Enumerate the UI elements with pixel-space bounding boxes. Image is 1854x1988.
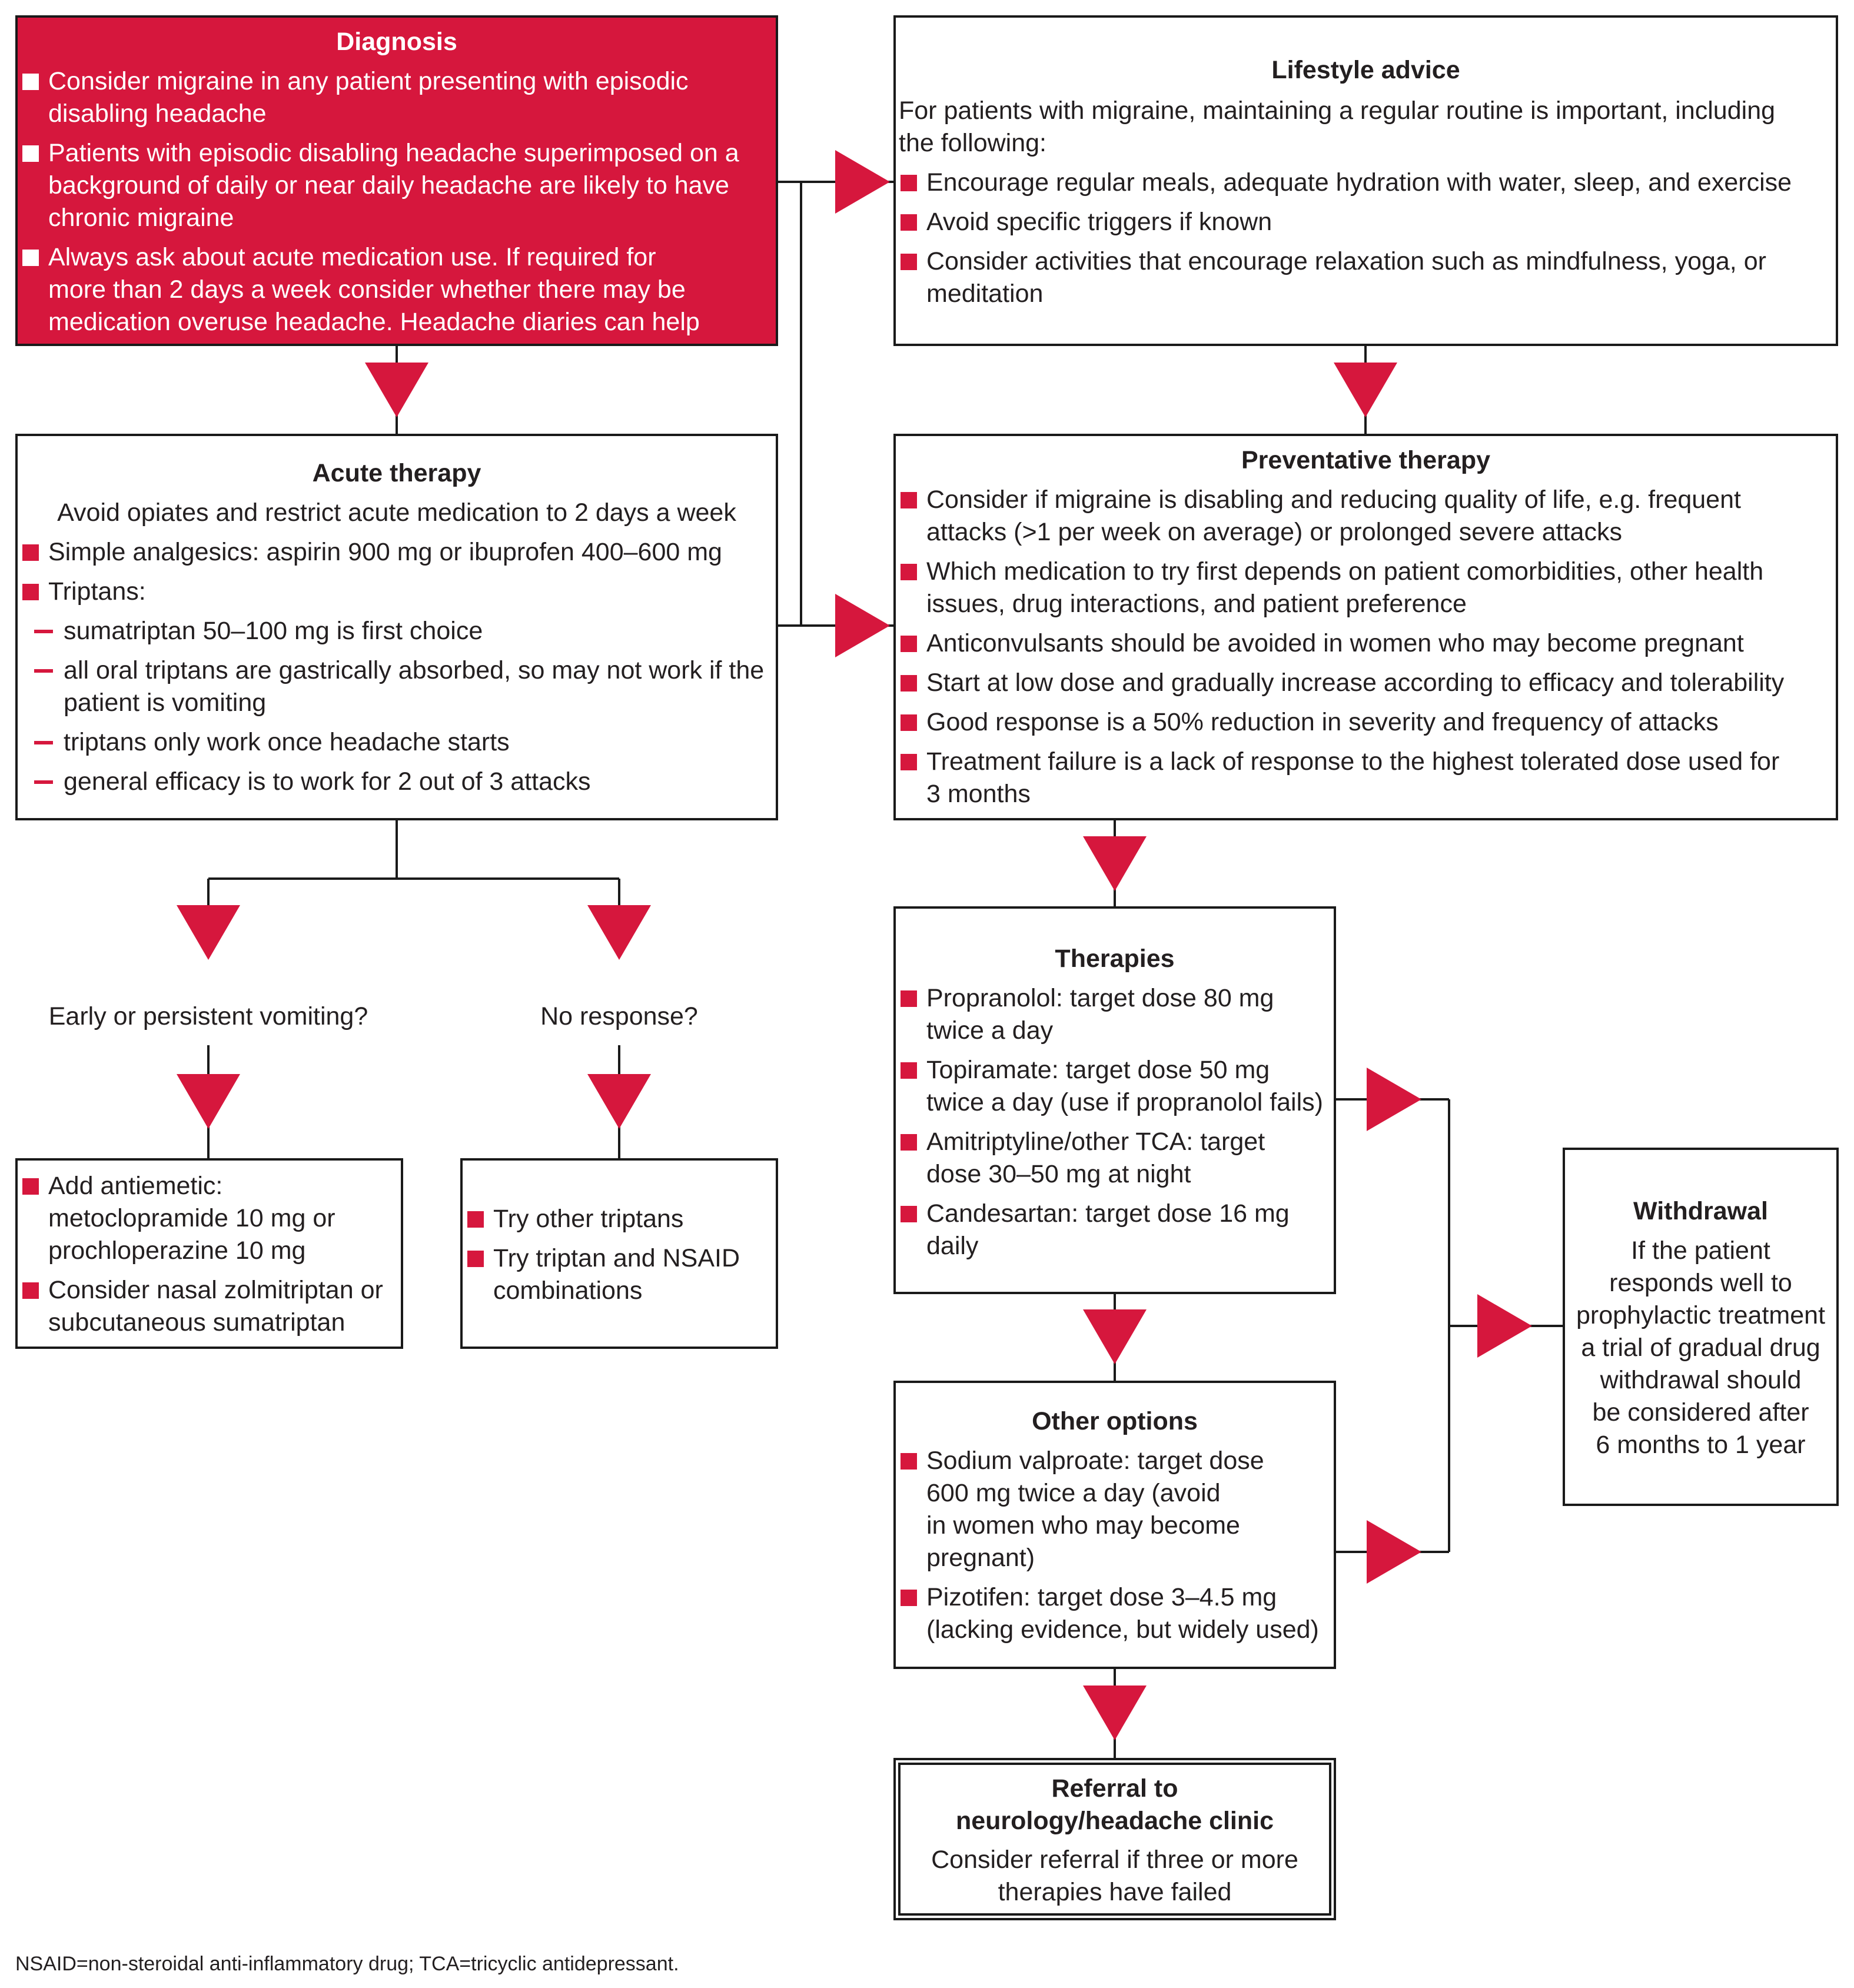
list-item (896, 706, 1836, 739)
list-item-text: Try other triptans (493, 1205, 684, 1233)
bullet-icon (22, 74, 39, 90)
antiemetic-list (18, 1170, 401, 1339)
arrow-down-icon (177, 905, 240, 960)
list-item-text: Avoid specific triggers if known (926, 208, 1272, 236)
sub-list-item (18, 615, 776, 647)
list-item (896, 206, 1836, 238)
list-item-text: Start at low dose and gradually increase according to efficacy and tolerability (926, 669, 1785, 697)
list-item-text: Consider if migraine is disabling and reducing quality of life, e.g. frequent attacks (>1 per week on average) or prolonged severe attacks (926, 486, 1741, 546)
other-triptans-list (463, 1203, 776, 1307)
antiemetic-box (15, 1158, 403, 1349)
list-item-text: Consider activities that encourage relaxation such as mindfulness, yoga, or meditation (926, 247, 1766, 308)
bullet-icon (467, 1251, 484, 1267)
list-item (18, 1274, 401, 1339)
sub-list-item-text: general efficacy is to work for 2 out of 3 attacks (64, 767, 591, 796)
bullet-icon (901, 492, 917, 508)
other-options-title: Other options (1032, 1407, 1198, 1435)
list-item (896, 746, 1836, 810)
list-item (463, 1203, 776, 1235)
list-item (18, 65, 771, 130)
bullet-icon (22, 1282, 39, 1299)
acute-therapy-title: Acute therapy (312, 459, 481, 487)
list-item (896, 1126, 1334, 1191)
arrow-down-icon (1083, 836, 1147, 891)
footnote: NSAID=non-steroidal anti-inflammatory drug; TCA=tricyclic antidepressant. (15, 1953, 679, 1975)
list-item (18, 241, 771, 338)
list-item-text: Pizotifen: target dose 3–4.5 mg (lacking evidence, but widely used) (926, 1583, 1319, 1644)
diagnosis-box (15, 15, 778, 346)
arrow-down-icon (365, 363, 428, 417)
list-item-text: Which medication to try first depends on patient comorbidities, other health issues, drug interactions, and patient preference (926, 557, 1764, 618)
list-item (896, 1054, 1334, 1119)
arrow-right-icon (835, 150, 890, 214)
other-triptans-box (460, 1158, 778, 1349)
arrow-down-icon (1334, 363, 1397, 417)
bullet-icon (901, 675, 917, 692)
bullet-icon (901, 1062, 917, 1079)
preventative-therapy-box (893, 434, 1838, 820)
bullet-icon (901, 1590, 917, 1606)
no-response-question: No response? (540, 1002, 698, 1030)
list-item-text: Patients with episodic disabling headache superimposed on a background of daily or near daily headache are likely to have chronic migraine (48, 139, 739, 232)
acute-therapy-box (15, 434, 778, 820)
list-item (896, 484, 1836, 548)
diagnosis-list (18, 65, 776, 338)
list-item (18, 536, 776, 569)
list-item-text: Consider migraine in any patient presenting with episodic disabling headache (48, 67, 689, 128)
other-options-list (896, 1445, 1334, 1646)
preventative-therapy-list (896, 484, 1836, 810)
lifestyle-advice-list (896, 167, 1836, 310)
arrow-right-icon (835, 594, 890, 657)
sub-list-item (18, 654, 776, 719)
withdrawal-title: Withdrawal (1633, 1197, 1768, 1225)
arrow-down-icon (587, 905, 651, 960)
sub-list-item-text: sumatriptan 50–100 mg is first choice (64, 617, 483, 645)
dash-bullet-icon (34, 669, 53, 673)
sub-list-item (18, 766, 776, 798)
bullet-icon (901, 1134, 917, 1151)
list-item-text: Simple analgesics: aspirin 900 mg or ibuprofen 400–600 mg (48, 538, 722, 566)
list-item-text: Sodium valproate: target dose 600 mg twice a day (avoid in women who may become pregnant) (926, 1447, 1264, 1572)
list-item (896, 1581, 1334, 1646)
therapies-title: Therapies (1055, 945, 1175, 973)
arrow-down-icon (1083, 1686, 1147, 1740)
withdrawal-box (1563, 1148, 1839, 1506)
bullet-icon (901, 990, 917, 1007)
vomiting-question: Early or persistent vomiting? (48, 1002, 368, 1030)
lifestyle-advice-title: Lifestyle advice (1271, 56, 1460, 84)
bullet-icon (901, 1453, 917, 1470)
bullet-icon (22, 145, 39, 162)
referral-title: Referral to neurology/headache clinic (955, 1774, 1274, 1835)
bullet-icon (22, 250, 39, 266)
therapies-list (896, 982, 1334, 1262)
list-item-text: Triptans: (48, 577, 146, 606)
arrow-down-icon (587, 1074, 651, 1129)
therapies-box (893, 906, 1336, 1294)
other-options-box (893, 1381, 1336, 1669)
sub-list-item-text: triptans only work once headache starts (64, 728, 510, 756)
list-item-text: Add antiemetic: metoclopramide 10 mg or prochloperazine 10 mg (48, 1172, 335, 1265)
dash-bullet-icon (34, 741, 53, 744)
bullet-icon (22, 584, 39, 600)
list-item-text: Treatment failure is a lack of response to the highest tolerated dose used for 3 months (926, 747, 1780, 808)
bullet-icon (901, 714, 917, 731)
list-item-text: Encourage regular meals, adequate hydration with water, sleep, and exercise (926, 168, 1792, 197)
arrow-down-icon (1083, 1309, 1147, 1364)
list-item (18, 137, 771, 234)
list-item (896, 627, 1836, 660)
list-item (896, 1198, 1334, 1262)
arrow-right-icon (1477, 1294, 1532, 1358)
list-item (18, 576, 776, 608)
bullet-icon (901, 214, 917, 231)
list-item (896, 667, 1836, 699)
referral-box (893, 1758, 1336, 1920)
list-item (896, 245, 1836, 310)
withdrawal-text: If the patient responds well to prophylactic treatment a trial of gradual drug withdrawal should be considered after 6 months to 1 year (1576, 1236, 1826, 1459)
acute-therapy-list (18, 536, 776, 798)
dash-bullet-icon (34, 780, 53, 784)
list-item-text: Always ask about acute medication use. If required for more than 2 days a week consider whether there may be medication overuse headache. Headache diaries can help (48, 243, 700, 336)
referral-text: Consider referral if three or more therapies have failed (931, 1846, 1298, 1906)
preventative-therapy-title: Preventative therapy (1241, 446, 1491, 474)
list-item (896, 556, 1836, 620)
bullet-icon (901, 175, 917, 191)
bullet-icon (467, 1211, 484, 1228)
list-item (896, 982, 1334, 1047)
list-item (896, 167, 1836, 199)
bullet-icon (901, 636, 917, 652)
lifestyle-advice-intro: For patients with migraine, maintaining a regular routine is important, including the following: (899, 97, 1776, 157)
bullet-icon (901, 254, 917, 270)
dash-bullet-icon (34, 630, 53, 633)
list-item-text: Good response is a 50% reduction in severity and frequency of attacks (926, 708, 1719, 736)
list-item-text: Consider nasal zolmitriptan or subcutaneous sumatriptan (48, 1276, 383, 1337)
list-item (18, 1170, 401, 1267)
sub-list-item-text: all oral triptans are gastrically absorbed, so may not work if the patient is vomiting (64, 656, 765, 717)
list-item-text: Try triptan and NSAID combinations (493, 1244, 740, 1305)
list-item (896, 1445, 1334, 1574)
list-item-text: Amitriptyline/other TCA: target dose 30–50 mg at night (926, 1128, 1265, 1188)
lifestyle-advice-box (893, 15, 1838, 346)
diagnosis-title: Diagnosis (336, 28, 457, 56)
list-item-text: Anticonvulsants should be avoided in women who may become pregnant (926, 629, 1744, 657)
list-item-text: Propranolol: target dose 80 mg twice a day (926, 984, 1274, 1045)
bullet-icon (901, 754, 917, 770)
sub-list-item (18, 726, 776, 759)
arrow-right-icon (1367, 1520, 1421, 1584)
bullet-icon (901, 1206, 917, 1222)
list-item-text: Topiramate: target dose 50 mg twice a day (use if propranolol fails) (926, 1056, 1323, 1116)
arrow-right-icon (1367, 1068, 1421, 1131)
acute-therapy-intro: Avoid opiates and restrict acute medication to 2 days a week (57, 498, 736, 527)
list-item-text: Candesartan: target dose 16 mg daily (926, 1199, 1290, 1260)
bullet-icon (22, 1178, 39, 1195)
list-item (463, 1242, 776, 1307)
bullet-icon (22, 544, 39, 561)
arrow-down-icon (177, 1074, 240, 1129)
bullet-icon (901, 564, 917, 580)
